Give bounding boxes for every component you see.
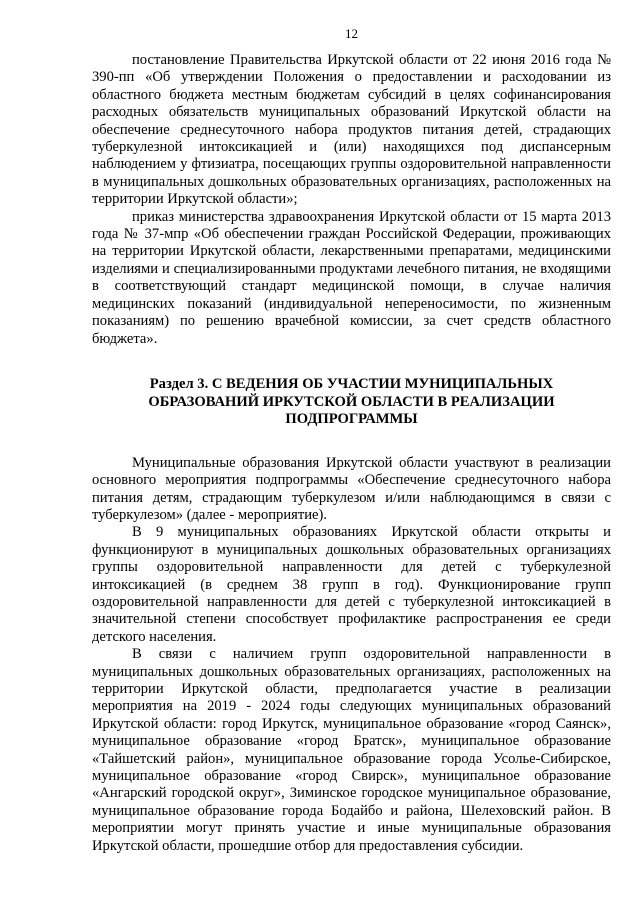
paragraph-order-37mpr: приказ министерства здравоохранения Иркутской области от 15 марта 2013 года № 37-мпр «Об обеспечении граждан Российской Федерации, проживающих на территории Иркутской области, лекарственными препаратами, медицинскими изделиями и специализированными продуктами лечебного питания, не входящими в соответствующий стандарт медицинской помощи, в случае наличия медицинских показаний (индивидуальной непереносимости, по жизненным показаниям) по решению врачебной комиссии, за счет средств областного бюджета». xyxy=(92,208,611,347)
paragraph-resolution-390pp: постановление Правительства Иркутской области от 22 июня 2016 года № 390-пп «Об утверждении Положения о предоставлении и расходовании из областного бюджета местным бюджетам субсидий в целях софинансирования расходных обязательств муниципальных образований Иркутской области на обеспечение среднесуточного набора продуктов питания детей, страдающих туберкулезной интоксикацией и (или) находящихся под диспансерным наблюдением у фтизиатра, посещающих группы оздоровительной направленности в муниципальных дошкольных образовательных организациях, расположенных на территории Иркутской области»; xyxy=(92,52,611,208)
paragraph-participation: Муниципальные образования Иркутской области участвуют в реализации основного мероприятия подпрограммы «Обеспечение среднесуточного набора питания детям, страдающим туберкулезом и/или наблюдающимся в связи с туберкулезом» (далее - мероприятие). xyxy=(92,454,611,523)
document-page xyxy=(92,26,611,855)
paragraph-groups: В 9 муниципальных образованиях Иркутской области открыты и функционируют в муниципальных дошкольных образовательных организациях группы оздоровительной направленности для детей с туберкулезной интоксикацией (в среднем 38 групп в год). Функционирование групп оздоровительной направленности для детей с туберкулезной интоксикацией в значительной степени способствует профилактике распространения ее среди детского населения. xyxy=(92,524,611,645)
paragraph-municipalities: В связи с наличием групп оздоровительной направленности в муниципальных дошкольных образовательных организациях, расположенных на территории Иркутской области, предполагается участие в реализации мероприятия на 2019 - 2024 годы следующих муниципальных образований Иркутской области: город Иркутск, муниципальное образование «город Саянск», муниципальное образование «город Братск», муниципальное образование «Тайшетский район», муниципальное образование города Усолье-Сибирское, муниципальное образование «город Свирск», муниципальное образование «Ангарский городской округ», Зиминское городское муниципальное образование, муниципальное образование города Бодайбо и района, Шелеховский район. В мероприятии могут принять участие и иные муниципальные образования Иркутской области, прошедшие отбор для предоставления субсидии. xyxy=(92,646,611,854)
page-number: 12 xyxy=(345,26,358,41)
section-heading: Раздел 3. С ВЕДЕНИЯ ОБ УЧАСТИИ МУНИЦИПАЛЬНЫХ ОБРАЗОВАНИЙ ИРКУТСКОЙ ОБЛАСТИ В РЕАЛИЗАЦИИ ПОДПРОГРАММЫ xyxy=(148,375,555,428)
